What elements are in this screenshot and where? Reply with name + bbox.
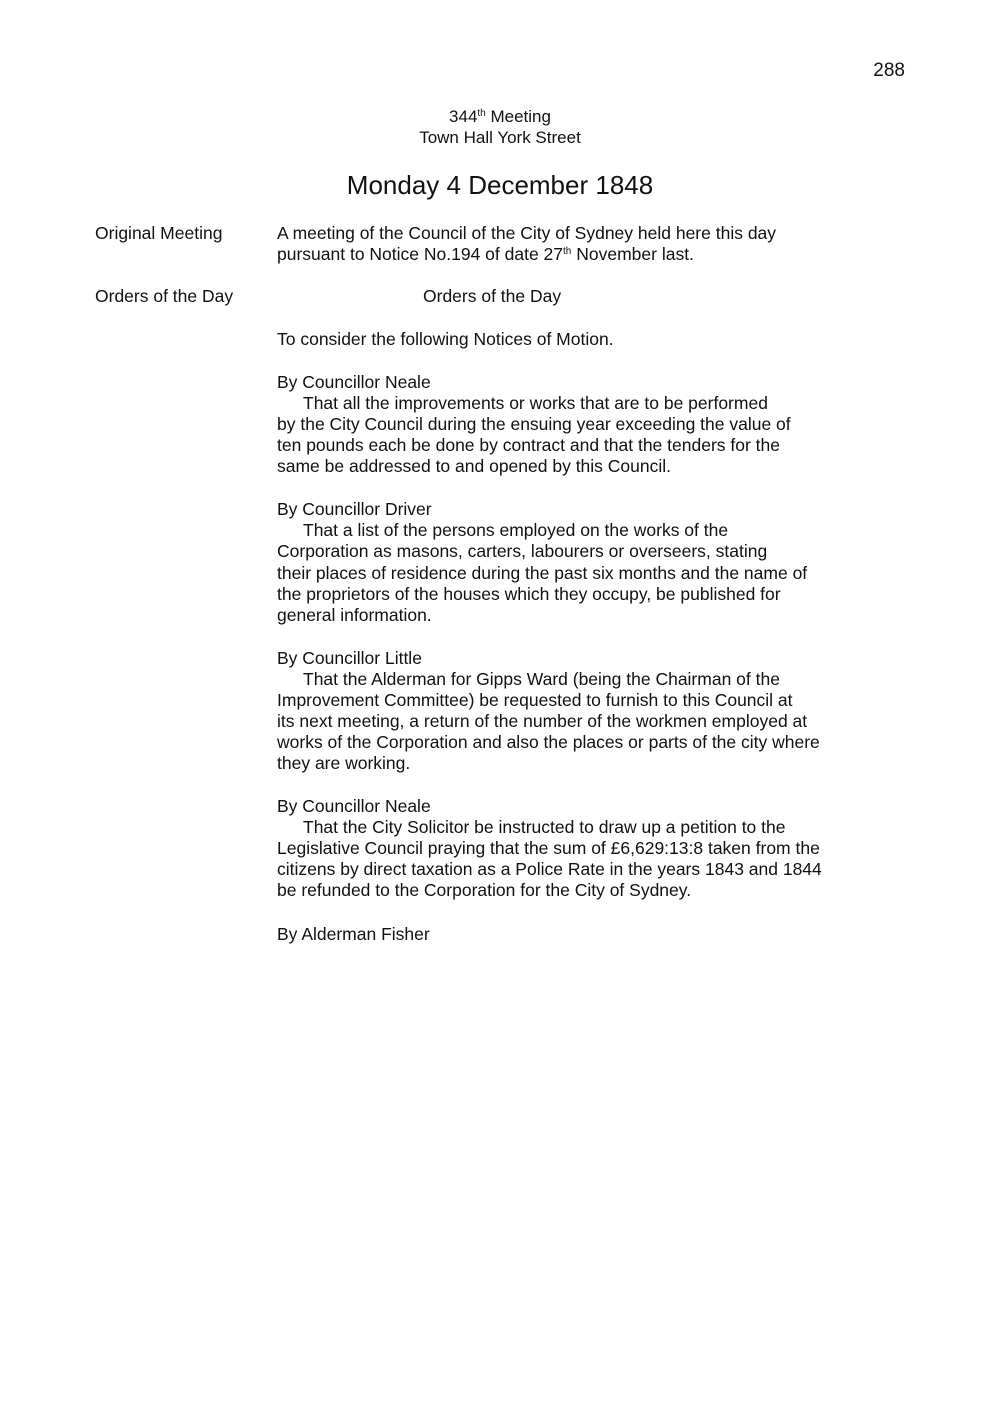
motion-line: by the City Council during the ensuing year exceeding the value of (277, 414, 791, 434)
meeting-number-suffix: th (477, 108, 486, 119)
motion-line: That the Alderman for Gipps Ward (being the Chairman of the (303, 669, 780, 689)
motion-line: Improvement Committee) be requested to furnish to this Council at (277, 690, 793, 710)
motion-mover: By Councillor Neale (277, 796, 431, 816)
orders-heading: Orders of the Day (423, 286, 562, 306)
motion-line: they are working. (277, 753, 411, 773)
page-title: Monday 4 December 1848 (346, 170, 654, 200)
original-meeting-line-2b: November last. (571, 244, 694, 264)
motion-line: ten pounds each be done by contract and that the tenders for the (277, 435, 780, 455)
motion-line: its next meeting, a return of the number of the workmen employed at (277, 711, 808, 731)
motion-line: same be addressed to and opened by this Council. (277, 456, 672, 476)
motion-line: the proprietors of the houses which they occupy, be published for (277, 584, 781, 604)
motion-mover: By Councillor Driver (277, 499, 432, 519)
original-meeting-line-1: A meeting of the Council of the City of Sydney held here this day (277, 223, 777, 243)
meeting-number: 344 (449, 107, 478, 126)
orders-intro: To consider the following Notices of Motion. (277, 329, 614, 349)
original-meeting-line-2a: pursuant to Notice No.194 of date 27 (277, 244, 564, 264)
meeting-number-line (0, 107, 1000, 127)
motion-mover: By Alderman Fisher (277, 924, 430, 944)
page-number: 288 (873, 60, 905, 81)
motion-line: Legislative Council praying that the sum of £6,629:13:8 taken from the (277, 838, 820, 858)
date-suffix: th (563, 246, 572, 257)
original-meeting-line-2 (277, 244, 694, 265)
motion-line: be refunded to the Corporation for the City of Sydney. (277, 880, 692, 900)
motion-line: works of the Corporation and also the places or parts of the city where (277, 732, 820, 752)
meeting-location: Town Hall York Street (419, 128, 581, 147)
motion-mover: By Councillor Neale (277, 372, 431, 392)
motion-line: That all the improvements or works that are to be performed (303, 393, 768, 413)
motion-line: their places of residence during the past six months and the name of (277, 563, 808, 583)
margin-label-orders: Orders of the Day (95, 286, 234, 306)
motion-line: That a list of the persons employed on the works of the (303, 520, 729, 540)
motion-line: citizens by direct taxation as a Police Rate in the years 1843 and 1844 (277, 859, 822, 879)
meeting-word: Meeting (485, 107, 551, 126)
motion-mover: By Councillor Little (277, 648, 422, 668)
motion-line: Corporation as masons, carters, labourers or overseers, stating (277, 541, 768, 561)
motion-line: general information. (277, 605, 432, 625)
motion-line: That the City Solicitor be instructed to draw up a petition to the (303, 817, 786, 837)
margin-label-original-meeting: Original Meeting (95, 223, 223, 243)
